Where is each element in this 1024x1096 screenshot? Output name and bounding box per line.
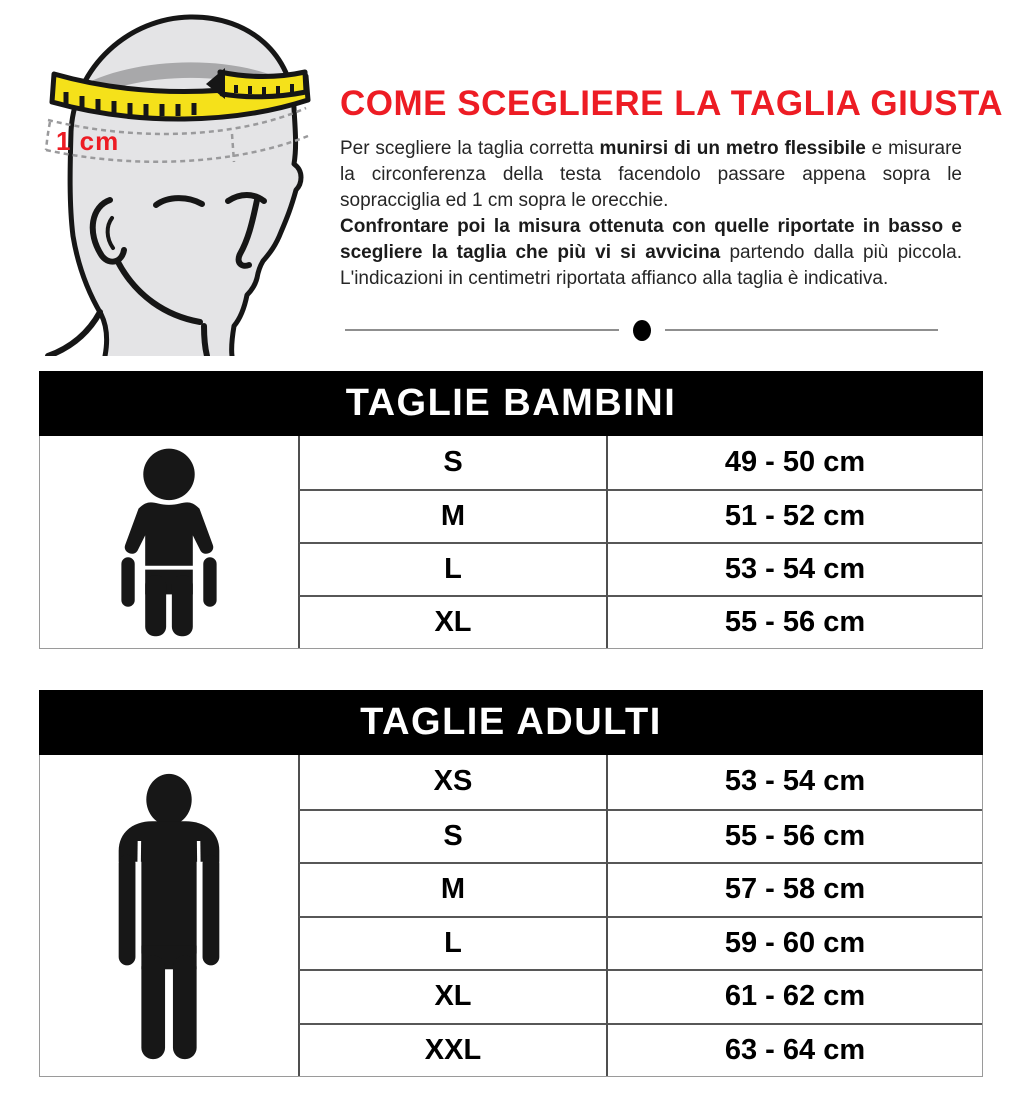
divider-dot-icon <box>633 320 651 341</box>
range-cell: 61 - 62 cm <box>606 969 982 1023</box>
range-cell: 63 - 64 cm <box>606 1023 982 1077</box>
instructions-seg4-bold: Confrontare poi la misura ottenuta con quelle riportate in basso e scegliere la taglia che più vi si avvicina <box>340 216 962 263</box>
range-cell: 59 - 60 cm <box>606 916 982 970</box>
size-cell: M <box>298 489 606 542</box>
adulti-table-title: TAGLIE ADULTI <box>360 701 662 743</box>
divider-line-left <box>345 329 619 331</box>
head-with-measuring-tape-icon <box>8 4 334 356</box>
adulti-table-header <box>39 690 983 755</box>
size-cell: XL <box>298 969 606 1023</box>
instructions-seg1: Per scegliere la taglia corretta <box>340 138 600 159</box>
page-title: COME SCEGLIERE LA TAGLIA GIUSTA <box>340 84 1003 123</box>
bambini-size-table <box>39 371 983 649</box>
section-divider <box>345 318 938 342</box>
one-cm-label: 1 cm <box>56 126 120 156</box>
adult-icon <box>104 768 234 1064</box>
range-cell: 53 - 54 cm <box>606 755 982 809</box>
instructions-paragraph <box>340 136 962 292</box>
divider-line-right <box>665 329 939 331</box>
size-cell: L <box>298 916 606 970</box>
size-cell: XL <box>298 595 606 648</box>
size-cell: XXL <box>298 1023 606 1077</box>
range-cell: 55 - 56 cm <box>606 595 982 648</box>
size-cell: XS <box>298 755 606 809</box>
child-icon-cell <box>40 436 298 648</box>
adulti-size-table <box>39 690 983 1077</box>
instructions-seg5: partendo dalla più piccola. L'indicazioni in centimetri riportata affianco alla taglia è indicativa. <box>340 242 963 289</box>
bambini-table-header <box>39 371 983 436</box>
range-cell: 51 - 52 cm <box>606 489 982 542</box>
size-cell: S <box>298 436 606 489</box>
range-cell: 49 - 50 cm <box>606 436 982 489</box>
child-icon <box>94 442 244 642</box>
size-cell: L <box>298 542 606 595</box>
adulti-table-body <box>39 755 983 1077</box>
size-cell: S <box>298 809 606 863</box>
range-cell: 55 - 56 cm <box>606 809 982 863</box>
instructions-seg2-bold: munirsi di un metro flessibile <box>599 138 866 159</box>
instructions-seg3: e misurare la circonferenza della testa facendolo passare appena sopra le sopracciglia ed 1 cm sopra le orecchie. <box>340 138 962 211</box>
range-cell: 53 - 54 cm <box>606 542 982 595</box>
range-cell: 57 - 58 cm <box>606 862 982 916</box>
bambini-table-body <box>39 436 983 649</box>
size-cell: M <box>298 862 606 916</box>
adult-icon-cell <box>40 755 298 1076</box>
bambini-table-title: TAGLIE BAMBINI <box>345 382 677 424</box>
head-measure-illustration <box>8 4 334 356</box>
